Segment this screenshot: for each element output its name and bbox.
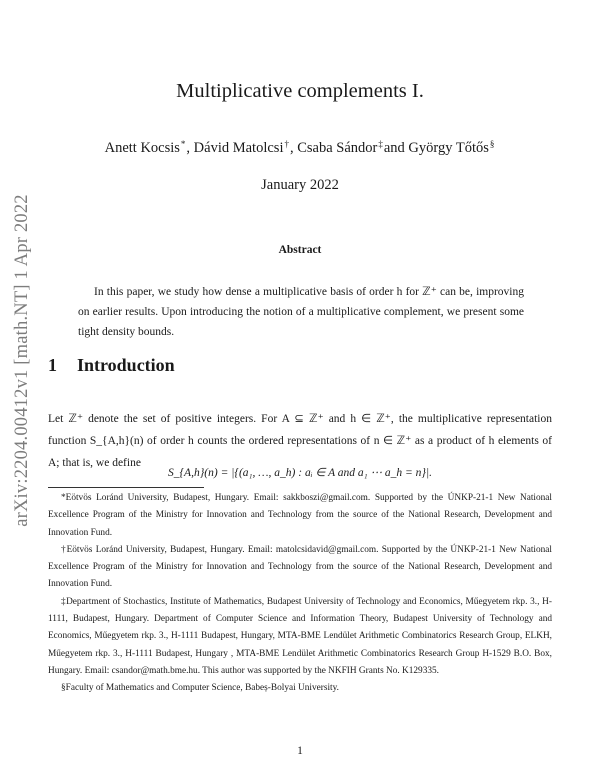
paper-title: Multiplicative complements I. [176, 80, 424, 102]
footnote-mark: † [284, 139, 289, 149]
author-name: Dávid Matolcsi [193, 140, 284, 156]
footnote-mark: ‡ [378, 139, 383, 149]
section-number: 1 [48, 355, 57, 375]
footnote-mark: * [180, 139, 186, 149]
abstract-heading: Abstract [278, 244, 322, 256]
arxiv-identifier: arXiv:2204.00412v1 [math.NT] 1 Apr 2022 [11, 193, 32, 527]
intro-paragraph: Let ℤ⁺ denote the set of positive integers. For A ⊆ ℤ⁺ and h ∈ ℤ⁺, the multiplicative representation function S_{A,h}(n) of order h counts the ordered representations of n ∈ ℤ⁺ as a product of h elements of A; that is, we define [48, 412, 552, 469]
section-heading [48, 355, 175, 376]
author-name: Csaba Sándor [297, 140, 378, 156]
paper-date: January 2022 [261, 177, 339, 193]
footnote-rule [48, 487, 204, 488]
footnote-mark: § [489, 139, 495, 149]
footnote: *Eötvös Loránd University, Budapest, Hungary. Email: sakkboszi@gmail.com. Supported by the ÚNKP-21-1 New National Excellence Program of the Ministry for Innovation and Technology from the source of the National Research, Development and Innovation Fund. [48, 493, 552, 538]
footnote: §Faculty of Mathematics and Computer Science, Babeș-Bolyai University. [61, 683, 339, 694]
author-list: Anett Kocsis*, Dávid Matolcsi†, Csaba Sándor‡and György Tőtős§ [104, 139, 495, 156]
section-title: Introduction [77, 355, 175, 375]
page-number: 1 [297, 745, 303, 757]
footnotes [48, 490, 552, 698]
footnote: ‡Department of Stochastics, Institute of Mathematics, Budapest University of Technology and Economics, Műegyetem rkp. 3., H-1111, Budapest, Hungary. Department of Computer Science and Information Theory, Budapest University of Technology and Economics, Műegyetem rkp. 3., H-1111 Budapest, Hungary, MTA-BME Lendület Arithmetic Combinatorics Research Group, ELKH, Műegyetem rkp. 3., H-1111 Budapest, Hungary , MTA-BME Lendület Arithmetic Combinatorics Research Group H-1529 B.O. Box, Hungary. Email: csandor@math.bme.hu. This author was supported by the NKFIH Grants No. K129335. [48, 596, 552, 676]
author-name: Anett Kocsis [104, 140, 180, 156]
abstract-text: In this paper, we study how dense a multiplicative basis of order h for ℤ⁺ can be, improving on earlier results. Upon introducing the notion of a multiplicative complement, we present some tight density bounds. [78, 285, 524, 338]
arxiv-sidebar [2, 180, 42, 540]
author-name: and György Tőtős [383, 140, 489, 156]
display-equation: S_{A,h}(n) = |{(a₁, …, a_h) : aᵢ ∈ A and a₁ ⋯ a_h = n}|. [167, 467, 433, 479]
footnote: †Eötvös Loránd University, Budapest, Hungary. Email: matolcsidavid@gmail.com. Supported by the ÚNKP-21-1 New National Excellence Program of the Ministry for Innovation and Technology from the source of the National Research, Development and Innovation Fund. [48, 544, 552, 590]
